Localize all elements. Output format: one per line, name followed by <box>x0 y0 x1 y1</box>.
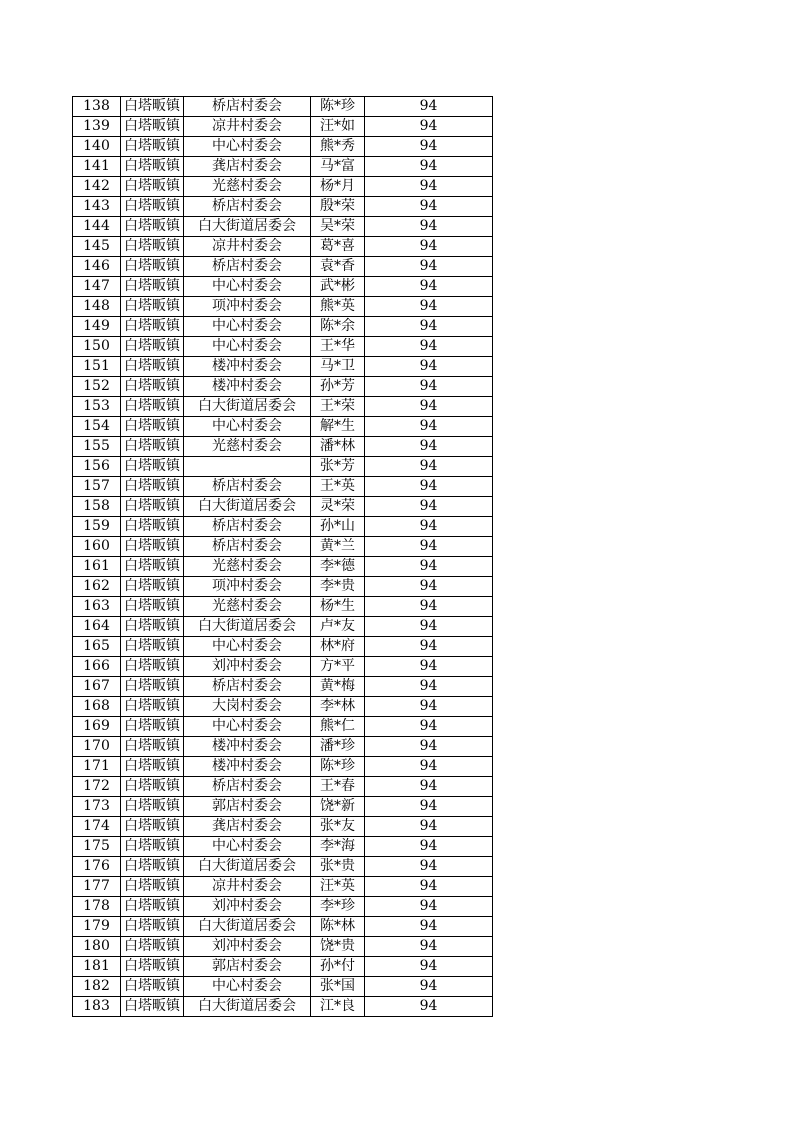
row-number: 162 <box>73 577 121 597</box>
row-number: 164 <box>73 617 121 637</box>
committee-cell: 龚店村委会 <box>184 817 311 837</box>
row-number: 169 <box>73 717 121 737</box>
name-cell: 武*彬 <box>311 277 365 297</box>
score-cell: 94 <box>365 897 493 917</box>
name-cell: 孙*山 <box>311 517 365 537</box>
row-number: 158 <box>73 497 121 517</box>
name-cell: 王*荣 <box>311 397 365 417</box>
town-cell: 白塔畈镇 <box>121 257 184 277</box>
table-row <box>73 597 493 617</box>
score-cell: 94 <box>365 117 493 137</box>
table-row <box>73 877 493 897</box>
row-number: 143 <box>73 197 121 217</box>
table-row <box>73 457 493 477</box>
committee-cell: 桥店村委会 <box>184 677 311 697</box>
table-row <box>73 357 493 377</box>
table-row <box>73 137 493 157</box>
name-cell: 张*芳 <box>311 457 365 477</box>
row-number: 167 <box>73 677 121 697</box>
table-row <box>73 977 493 997</box>
name-cell: 王*春 <box>311 777 365 797</box>
table-row <box>73 257 493 277</box>
score-cell: 94 <box>365 257 493 277</box>
roster-body <box>73 97 493 1017</box>
row-number: 179 <box>73 917 121 937</box>
name-cell: 陈*林 <box>311 917 365 937</box>
name-cell: 张*国 <box>311 977 365 997</box>
score-cell: 94 <box>365 557 493 577</box>
committee-cell: 项冲村委会 <box>184 577 311 597</box>
row-number: 141 <box>73 157 121 177</box>
name-cell: 方*平 <box>311 657 365 677</box>
committee-cell: 桥店村委会 <box>184 97 311 117</box>
row-number: 148 <box>73 297 121 317</box>
table-row <box>73 617 493 637</box>
row-number: 149 <box>73 317 121 337</box>
score-cell: 94 <box>365 677 493 697</box>
town-cell: 白塔畈镇 <box>121 137 184 157</box>
town-cell: 白塔畈镇 <box>121 317 184 337</box>
committee-cell: 龚店村委会 <box>184 157 311 177</box>
score-cell: 94 <box>365 737 493 757</box>
town-cell: 白塔畈镇 <box>121 577 184 597</box>
table-row <box>73 637 493 657</box>
row-number: 147 <box>73 277 121 297</box>
committee-cell: 楼冲村委会 <box>184 357 311 377</box>
score-cell: 94 <box>365 577 493 597</box>
town-cell: 白塔畈镇 <box>121 637 184 657</box>
name-cell: 李*珍 <box>311 897 365 917</box>
row-number: 178 <box>73 897 121 917</box>
score-cell: 94 <box>365 797 493 817</box>
row-number: 155 <box>73 437 121 457</box>
name-cell: 李*林 <box>311 697 365 717</box>
row-number: 138 <box>73 97 121 117</box>
committee-cell: 光慈村委会 <box>184 177 311 197</box>
score-cell: 94 <box>365 457 493 477</box>
row-number: 177 <box>73 877 121 897</box>
score-cell: 94 <box>365 337 493 357</box>
town-cell: 白塔畈镇 <box>121 697 184 717</box>
table-row <box>73 437 493 457</box>
town-cell: 白塔畈镇 <box>121 477 184 497</box>
name-cell: 王*华 <box>311 337 365 357</box>
committee-cell: 白大街道居委会 <box>184 917 311 937</box>
name-cell: 杨*生 <box>311 597 365 617</box>
row-number: 181 <box>73 957 121 977</box>
row-number: 157 <box>73 477 121 497</box>
score-cell: 94 <box>365 497 493 517</box>
name-cell: 卢*友 <box>311 617 365 637</box>
row-number: 139 <box>73 117 121 137</box>
committee-cell <box>184 457 311 477</box>
table-row <box>73 697 493 717</box>
score-cell: 94 <box>365 297 493 317</box>
committee-cell: 桥店村委会 <box>184 197 311 217</box>
committee-cell: 桥店村委会 <box>184 537 311 557</box>
name-cell: 灵*荣 <box>311 497 365 517</box>
row-number: 140 <box>73 137 121 157</box>
name-cell: 熊*秀 <box>311 137 365 157</box>
score-cell: 94 <box>365 617 493 637</box>
score-cell: 94 <box>365 357 493 377</box>
town-cell: 白塔畈镇 <box>121 97 184 117</box>
score-cell: 94 <box>365 137 493 157</box>
score-cell: 94 <box>365 937 493 957</box>
town-cell: 白塔畈镇 <box>121 857 184 877</box>
table-row <box>73 317 493 337</box>
score-cell: 94 <box>365 957 493 977</box>
name-cell: 殷*荣 <box>311 197 365 217</box>
table-row <box>73 857 493 877</box>
name-cell: 解*生 <box>311 417 365 437</box>
town-cell: 白塔畈镇 <box>121 617 184 637</box>
row-number: 175 <box>73 837 121 857</box>
table-row <box>73 577 493 597</box>
committee-cell: 中心村委会 <box>184 637 311 657</box>
row-number: 168 <box>73 697 121 717</box>
row-number: 150 <box>73 337 121 357</box>
score-cell: 94 <box>365 717 493 737</box>
committee-cell: 凉井村委会 <box>184 117 311 137</box>
table-row <box>73 997 493 1017</box>
town-cell: 白塔畈镇 <box>121 197 184 217</box>
town-cell: 白塔畈镇 <box>121 237 184 257</box>
score-cell: 94 <box>365 277 493 297</box>
committee-cell: 白大街道居委会 <box>184 617 311 637</box>
table-row <box>73 197 493 217</box>
committee-cell: 光慈村委会 <box>184 437 311 457</box>
committee-cell: 桥店村委会 <box>184 477 311 497</box>
town-cell: 白塔畈镇 <box>121 437 184 457</box>
score-cell: 94 <box>365 757 493 777</box>
row-number: 165 <box>73 637 121 657</box>
name-cell: 潘*林 <box>311 437 365 457</box>
score-cell: 94 <box>365 857 493 877</box>
table-row <box>73 677 493 697</box>
town-cell: 白塔畈镇 <box>121 757 184 777</box>
table-row <box>73 177 493 197</box>
table-row <box>73 917 493 937</box>
committee-cell: 光慈村委会 <box>184 557 311 577</box>
score-cell: 94 <box>365 997 493 1017</box>
table-row <box>73 657 493 677</box>
town-cell: 白塔畈镇 <box>121 177 184 197</box>
name-cell: 熊*仁 <box>311 717 365 737</box>
row-number: 173 <box>73 797 121 817</box>
score-cell: 94 <box>365 537 493 557</box>
name-cell: 饶*新 <box>311 797 365 817</box>
table-row <box>73 957 493 977</box>
row-number: 154 <box>73 417 121 437</box>
name-cell: 黄*兰 <box>311 537 365 557</box>
name-cell: 潘*珍 <box>311 737 365 757</box>
town-cell: 白塔畈镇 <box>121 597 184 617</box>
table-row <box>73 737 493 757</box>
row-number: 171 <box>73 757 121 777</box>
table-row <box>73 757 493 777</box>
committee-cell: 中心村委会 <box>184 137 311 157</box>
score-cell: 94 <box>365 417 493 437</box>
town-cell: 白塔畈镇 <box>121 677 184 697</box>
town-cell: 白塔畈镇 <box>121 657 184 677</box>
score-cell: 94 <box>365 197 493 217</box>
row-number: 152 <box>73 377 121 397</box>
committee-cell: 中心村委会 <box>184 317 311 337</box>
row-number: 151 <box>73 357 121 377</box>
table-row <box>73 837 493 857</box>
town-cell: 白塔畈镇 <box>121 497 184 517</box>
name-cell: 李*海 <box>311 837 365 857</box>
score-cell: 94 <box>365 237 493 257</box>
town-cell: 白塔畈镇 <box>121 837 184 857</box>
table-row <box>73 157 493 177</box>
table-row <box>73 557 493 577</box>
committee-cell: 白大街道居委会 <box>184 857 311 877</box>
committee-cell: 刘冲村委会 <box>184 937 311 957</box>
row-number: 146 <box>73 257 121 277</box>
committee-cell: 大岗村委会 <box>184 697 311 717</box>
town-cell: 白塔畈镇 <box>121 157 184 177</box>
row-number: 156 <box>73 457 121 477</box>
town-cell: 白塔畈镇 <box>121 357 184 377</box>
table-row <box>73 777 493 797</box>
table-row <box>73 897 493 917</box>
name-cell: 黄*梅 <box>311 677 365 697</box>
row-number: 159 <box>73 517 121 537</box>
committee-cell: 刘冲村委会 <box>184 897 311 917</box>
town-cell: 白塔畈镇 <box>121 797 184 817</box>
table-row <box>73 517 493 537</box>
row-number: 176 <box>73 857 121 877</box>
committee-cell: 中心村委会 <box>184 717 311 737</box>
committee-cell: 中心村委会 <box>184 977 311 997</box>
town-cell: 白塔畈镇 <box>121 777 184 797</box>
committee-cell: 凉井村委会 <box>184 877 311 897</box>
name-cell: 江*良 <box>311 997 365 1017</box>
row-number: 170 <box>73 737 121 757</box>
row-number: 174 <box>73 817 121 837</box>
table-row <box>73 217 493 237</box>
table-row <box>73 417 493 437</box>
table-row <box>73 497 493 517</box>
row-number: 180 <box>73 937 121 957</box>
committee-cell: 中心村委会 <box>184 417 311 437</box>
score-cell: 94 <box>365 97 493 117</box>
name-cell: 袁*香 <box>311 257 365 277</box>
committee-cell: 中心村委会 <box>184 277 311 297</box>
table-row <box>73 297 493 317</box>
town-cell: 白塔畈镇 <box>121 397 184 417</box>
name-cell: 汪*如 <box>311 117 365 137</box>
row-number: 182 <box>73 977 121 997</box>
town-cell: 白塔畈镇 <box>121 957 184 977</box>
committee-cell: 白大街道居委会 <box>184 217 311 237</box>
town-cell: 白塔畈镇 <box>121 737 184 757</box>
town-cell: 白塔畈镇 <box>121 217 184 237</box>
row-number: 145 <box>73 237 121 257</box>
town-cell: 白塔畈镇 <box>121 557 184 577</box>
committee-cell: 桥店村委会 <box>184 777 311 797</box>
table-row <box>73 537 493 557</box>
town-cell: 白塔畈镇 <box>121 937 184 957</box>
committee-cell: 凉井村委会 <box>184 237 311 257</box>
row-number: 160 <box>73 537 121 557</box>
score-cell: 94 <box>365 437 493 457</box>
row-number: 163 <box>73 597 121 617</box>
name-cell: 马*卫 <box>311 357 365 377</box>
committee-cell: 白大街道居委会 <box>184 497 311 517</box>
score-cell: 94 <box>365 377 493 397</box>
table-row <box>73 337 493 357</box>
score-cell: 94 <box>365 477 493 497</box>
town-cell: 白塔畈镇 <box>121 717 184 737</box>
name-cell: 孙*付 <box>311 957 365 977</box>
table-row <box>73 277 493 297</box>
score-cell: 94 <box>365 597 493 617</box>
row-number: 144 <box>73 217 121 237</box>
name-cell: 张*友 <box>311 817 365 837</box>
score-cell: 94 <box>365 697 493 717</box>
name-cell: 杨*月 <box>311 177 365 197</box>
town-cell: 白塔畈镇 <box>121 537 184 557</box>
name-cell: 陈*珍 <box>311 757 365 777</box>
score-cell: 94 <box>365 657 493 677</box>
committee-cell: 楼冲村委会 <box>184 757 311 777</box>
town-cell: 白塔畈镇 <box>121 917 184 937</box>
table-row <box>73 237 493 257</box>
table-row <box>73 817 493 837</box>
name-cell: 李*贵 <box>311 577 365 597</box>
committee-cell: 楼冲村委会 <box>184 377 311 397</box>
table-row <box>73 477 493 497</box>
committee-cell: 白大街道居委会 <box>184 997 311 1017</box>
name-cell: 陈*珍 <box>311 97 365 117</box>
name-cell: 孙*芳 <box>311 377 365 397</box>
score-cell: 94 <box>365 877 493 897</box>
committee-cell: 项冲村委会 <box>184 297 311 317</box>
score-cell: 94 <box>365 397 493 417</box>
score-cell: 94 <box>365 817 493 837</box>
committee-cell: 郭店村委会 <box>184 957 311 977</box>
score-cell: 94 <box>365 217 493 237</box>
town-cell: 白塔畈镇 <box>121 337 184 357</box>
table-row <box>73 717 493 737</box>
row-number: 166 <box>73 657 121 677</box>
table-row <box>73 797 493 817</box>
table-row <box>73 937 493 957</box>
roster-table <box>72 96 493 1017</box>
table-row <box>73 97 493 117</box>
town-cell: 白塔畈镇 <box>121 297 184 317</box>
table-row <box>73 397 493 417</box>
row-number: 153 <box>73 397 121 417</box>
town-cell: 白塔畈镇 <box>121 897 184 917</box>
row-number: 142 <box>73 177 121 197</box>
town-cell: 白塔畈镇 <box>121 977 184 997</box>
committee-cell: 白大街道居委会 <box>184 397 311 417</box>
score-cell: 94 <box>365 837 493 857</box>
score-cell: 94 <box>365 917 493 937</box>
town-cell: 白塔畈镇 <box>121 517 184 537</box>
name-cell: 熊*英 <box>311 297 365 317</box>
score-cell: 94 <box>365 177 493 197</box>
committee-cell: 中心村委会 <box>184 337 311 357</box>
table-row <box>73 377 493 397</box>
score-cell: 94 <box>365 517 493 537</box>
town-cell: 白塔畈镇 <box>121 377 184 397</box>
name-cell: 葛*喜 <box>311 237 365 257</box>
committee-cell: 光慈村委会 <box>184 597 311 617</box>
score-cell: 94 <box>365 637 493 657</box>
town-cell: 白塔畈镇 <box>121 997 184 1017</box>
name-cell: 马*富 <box>311 157 365 177</box>
town-cell: 白塔畈镇 <box>121 277 184 297</box>
name-cell: 陈*余 <box>311 317 365 337</box>
row-number: 161 <box>73 557 121 577</box>
table-row <box>73 117 493 137</box>
row-number: 172 <box>73 777 121 797</box>
score-cell: 94 <box>365 777 493 797</box>
score-cell: 94 <box>365 157 493 177</box>
score-cell: 94 <box>365 317 493 337</box>
name-cell: 王*英 <box>311 477 365 497</box>
name-cell: 饶*贵 <box>311 937 365 957</box>
name-cell: 汪*英 <box>311 877 365 897</box>
name-cell: 吴*荣 <box>311 217 365 237</box>
name-cell: 李*德 <box>311 557 365 577</box>
committee-cell: 桥店村委会 <box>184 517 311 537</box>
row-number: 183 <box>73 997 121 1017</box>
town-cell: 白塔畈镇 <box>121 457 184 477</box>
name-cell: 林*府 <box>311 637 365 657</box>
town-cell: 白塔畈镇 <box>121 817 184 837</box>
committee-cell: 楼冲村委会 <box>184 737 311 757</box>
town-cell: 白塔畈镇 <box>121 417 184 437</box>
score-cell: 94 <box>365 977 493 997</box>
town-cell: 白塔畈镇 <box>121 117 184 137</box>
committee-cell: 中心村委会 <box>184 837 311 857</box>
committee-cell: 桥店村委会 <box>184 257 311 277</box>
committee-cell: 郭店村委会 <box>184 797 311 817</box>
town-cell: 白塔畈镇 <box>121 877 184 897</box>
committee-cell: 刘冲村委会 <box>184 657 311 677</box>
name-cell: 张*贵 <box>311 857 365 877</box>
